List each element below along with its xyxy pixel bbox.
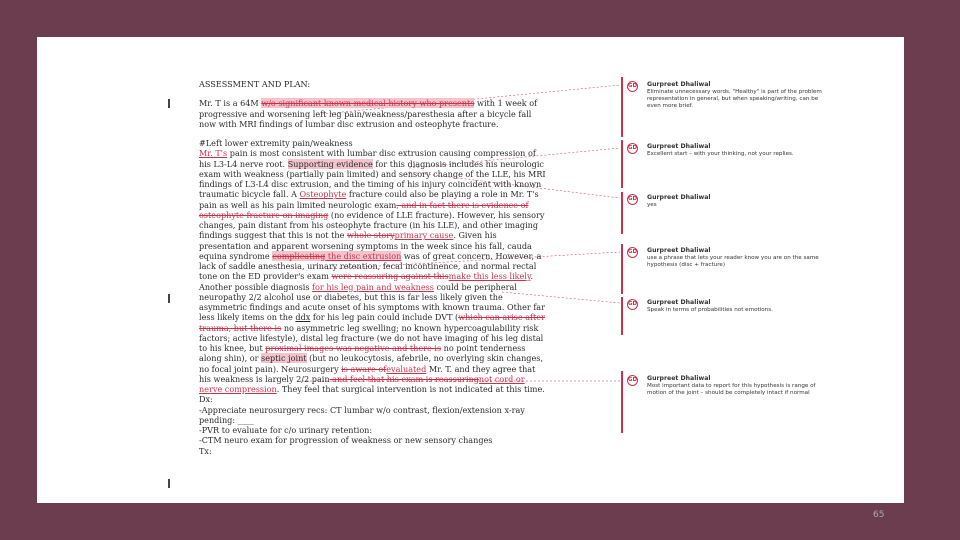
deleted-text: which can arise after trauma, but there is [199,312,545,333]
comment-text: Excellent start – with your thinking, not your replies. [647,151,794,157]
comment-author: Gurpreet Dhaliwal [647,375,711,382]
document-body [199,79,549,456]
avatar: GD [627,247,638,258]
commented-text: the disc extrusion [325,250,402,261]
commented-text: Supporting evidence [287,158,373,169]
comment-bar [621,140,623,188]
problem-title: #Left lower extremity pain/weakness [199,138,353,148]
comment-author: Gurpreet Dhaliwal [647,143,711,150]
comment-author: Gurpreet Dhaliwal [647,299,711,306]
page-number: 65 [873,510,885,520]
comment-card[interactable] [627,81,827,110]
comment-author: Gurpreet Dhaliwal [647,247,711,254]
comment-bar [621,244,623,294]
inserted-text: Mr. T's [199,148,228,159]
summary-paragraph: Mr. T is a 64M w/o significant known medical history who presents with 1 week of progressive and worsening left leg pain/weakness/paresthesia after a bicycle fall now with MRI findings of lumbar disc extrusion and osteophyte fracture. [199,98,538,129]
inserted-text: not cord or nerve compression [199,373,525,394]
avatar: GD [627,143,638,154]
problem-paragraph: Mr. T's pain is most consistent with lumbar disc extrusion causing compression of his L3-L4 nerve root. Supporting evidence for this diagnosis includes his neurologic exam with weakness (partially pain limited) and sensory change of the LLE, his MRI findings of L3-L4 disc extrusion, and the timing of his injury coincident with known traumatic bicycle fall. A Osteophyte fracture could also be playing a role in Mr. T's pain as well as his pain limited neurologic exam, and in fact there is evidence of osteophyte fracture on imaging (no evidence of LLE fracture). However, his sensory changes, pain distant from his osteophyte fracture (in his LLE), and other imaging findings suggest that this is not the whole storyprimary cause. Given his presentation and apparent worsening symptoms in the week since his fall, cauda equina syndrome complicating the disc extrusion was of great concern. However, a lack of saddle anesthesia, urinary retention, fecal incontinence, and normal rectal tone on the ED provider's exam were reassuring against thismake this less likely. Another possible diagnosis for his leg pain and weakness could be peripheral neuropathy 2/2 alcohol use or diabetes, but this is far less likely given the asymmetric findings and acute onset of his symptoms with known trauma. Other far less likely items on the ddx for his leg pain could include DVT (which can arise after trauma, but there is no asymmetric leg swelling; no known hypercoagulability risk factors; active lifestyle), distal leg fracture (we do not have imaging of his leg distal to his knee, but proximal images was negative and there is no point tenderness along shin), or septic joint (but no leukocytosis, afebrile, no overlying skin changes, no focal joint pain). Neurosurgery is aware ofevaluated Mr. T. and they agree that his weakness is largely 2/2 pain and feel that his exam is reassuringnot cord or nerve compression. They feel that surgical intervention is not indicated at this time. [199,148,546,394]
inserted-text: evaluated [386,363,427,374]
change-bar [168,99,170,108]
comment-author: Gurpreet Dhaliwal [647,194,711,201]
comment-card[interactable] [627,194,827,209]
comment-text: Most important data to report for this hypothesis is range of motion of the joint – should be completely intact if normal [647,383,816,396]
change-bar [168,479,170,488]
comment-card[interactable] [627,143,827,158]
commented-text: septic joint [261,353,307,364]
inserted-text: make this less likely [448,271,531,282]
inserted-text: for his leg pain and weakness [312,281,434,292]
plan-line: Tx: [199,445,212,456]
deleted-text: w/o significant known medical history who presents [261,98,475,109]
deleted-text: is aware of [341,363,387,374]
commented-text: complicating [272,250,326,261]
comment-card[interactable] [627,375,827,397]
deleted-text: , and in fact there is evidence of osteophyte fracture on imaging [199,199,529,220]
slide [37,37,904,520]
comment-author: Gurpreet Dhaliwal [647,81,711,88]
comment-bar [621,297,623,335]
deleted-text: and feel that his exam is reassuring [329,373,479,384]
plan-line: -CTM neuro exam for progression of weakness or new sensory changes [199,435,493,446]
comment-text: yes [647,202,657,208]
inserted-text: Osteophyte [299,189,347,200]
change-bar [168,294,170,303]
avatar: GD [627,375,638,386]
avatar: GD [627,299,638,310]
comment-bar [621,192,623,234]
comment-bar [621,77,623,137]
deleted-text: whole story [346,230,395,241]
plan-line: -PVR to evaluate for c/o urinary retention: [199,425,373,435]
comment-card[interactable] [627,247,827,269]
avatar: GD [627,194,638,205]
comment-card[interactable] [627,299,827,314]
comment-text: Eliminate unnecessary words. "Healthy" is part of the problem representation in general, but when speaking/writing, can be even more brief. [647,89,822,109]
plan-line: Dx: [199,394,213,405]
comment-text: use a phrase that lets your reader know you are on the same hypothesis (disc + fracture) [647,255,819,268]
inserted-text: primary cause [394,230,454,241]
plan-line: -Appreciate neurosurgery recs: CT lumbar w/o contrast, flexion/extension x-ray pending: ____ [199,404,525,425]
deleted-text: were reassuring against this [331,271,449,282]
assessment-heading: ASSESSMENT AND PLAN: [199,79,311,89]
avatar: GD [627,81,638,92]
comment-text: Speak in terms of probabilities not emotions. [647,307,773,313]
deleted-text: proximal images was negative and there is [265,343,442,353]
comment-bar [621,371,623,433]
